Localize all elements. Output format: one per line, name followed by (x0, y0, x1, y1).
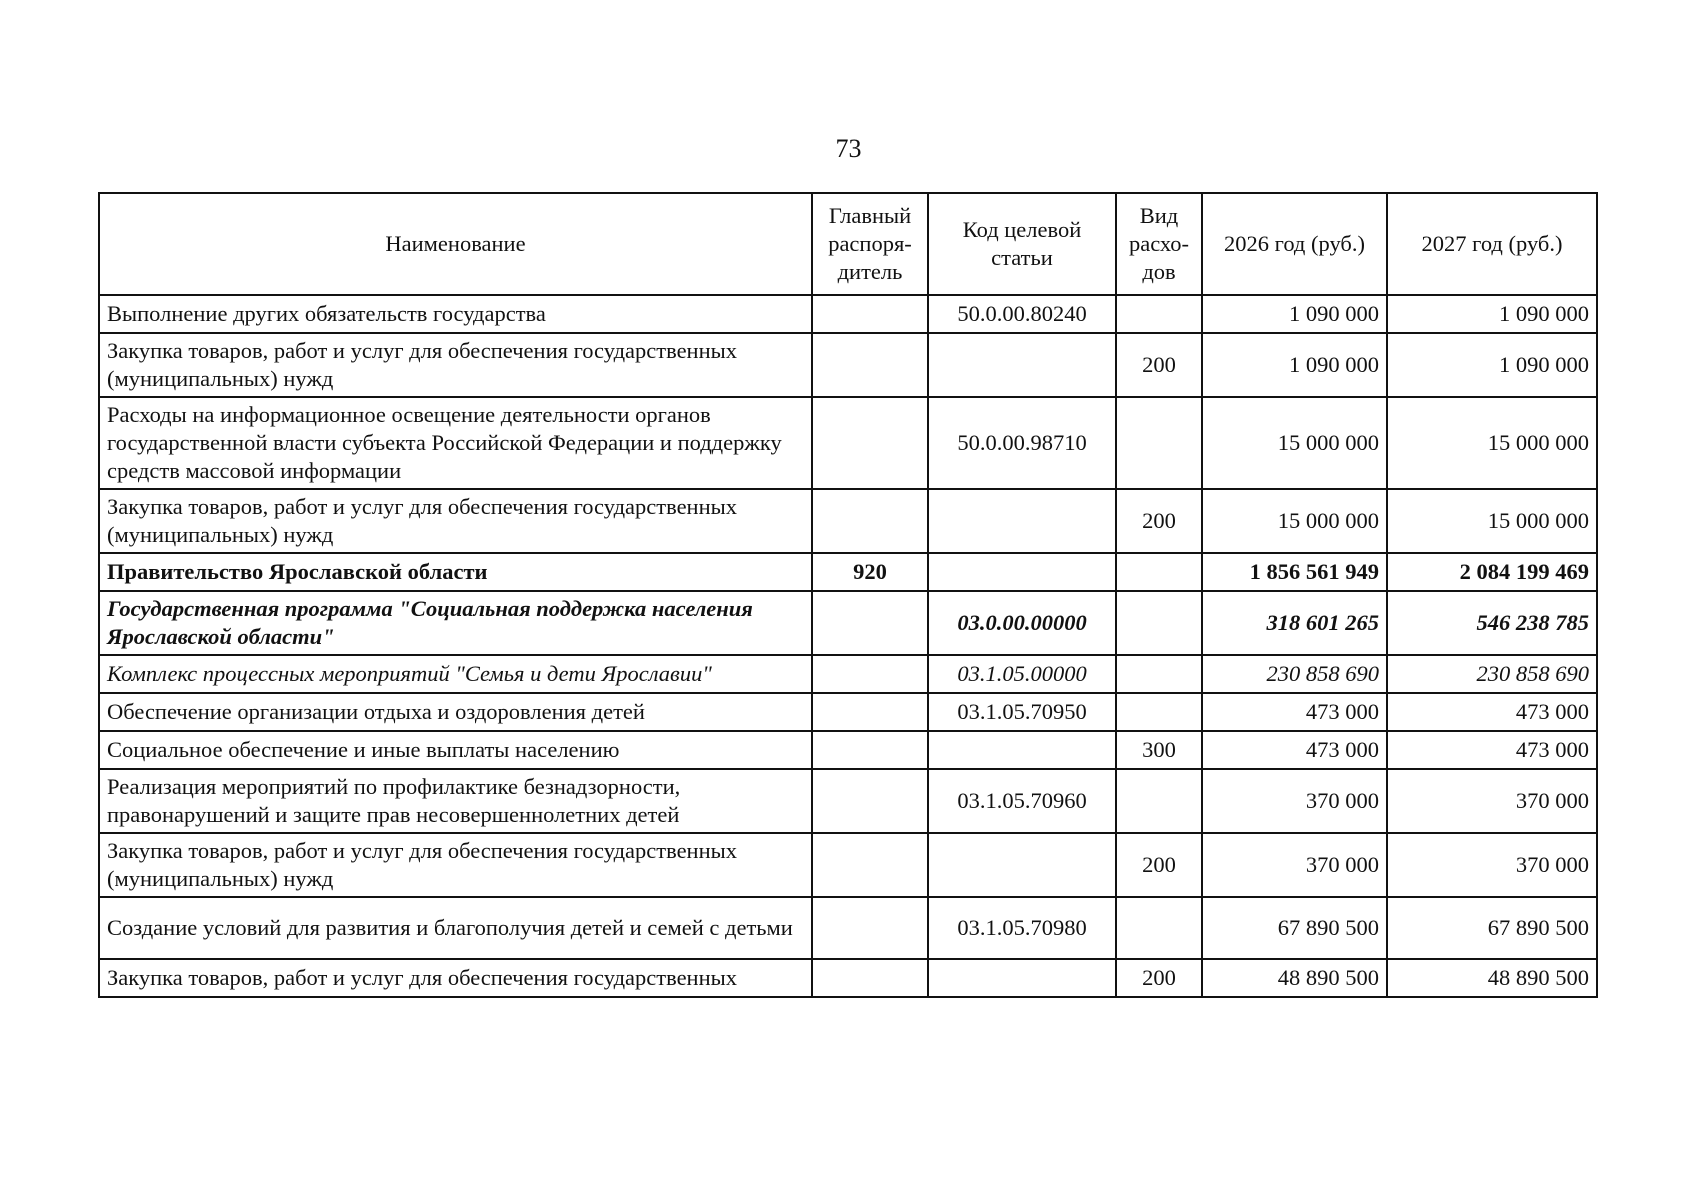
cell-2027: 370 000 (1387, 833, 1597, 897)
cell-name: Закупка товаров, работ и услуг для обеспечения государственных (муниципальных) нужд (99, 489, 812, 553)
cell-name: Закупка товаров, работ и услуг для обеспечения государственных (99, 959, 812, 997)
cell-2026: 1 856 561 949 (1202, 553, 1387, 591)
table-row (99, 897, 1597, 959)
cell-type (1116, 693, 1202, 731)
cell-code: 03.0.00.00000 (928, 591, 1116, 655)
budget-table (98, 192, 1598, 998)
cell-chief (812, 897, 928, 959)
cell-name: Закупка товаров, работ и услуг для обеспечения государственных (муниципальных) нужд (99, 833, 812, 897)
cell-type (1116, 553, 1202, 591)
cell-2027: 1 090 000 (1387, 295, 1597, 333)
cell-chief (812, 959, 928, 997)
cell-name: Правительство Ярославской области (99, 553, 812, 591)
cell-2026: 473 000 (1202, 731, 1387, 769)
cell-code (928, 959, 1116, 997)
cell-2026: 1 090 000 (1202, 295, 1387, 333)
cell-chief: 920 (812, 553, 928, 591)
cell-chief (812, 693, 928, 731)
cell-2027: 48 890 500 (1387, 959, 1597, 997)
cell-name: Выполнение других обязательств государства (99, 295, 812, 333)
cell-type: 200 (1116, 333, 1202, 397)
header-year-2026: 2026 год (руб.) (1202, 193, 1387, 295)
cell-type (1116, 295, 1202, 333)
cell-chief (812, 591, 928, 655)
cell-name: Обеспечение организации отдыха и оздоровления детей (99, 693, 812, 731)
cell-name: Государственная программа "Социальная поддержка населения Ярославской области" (99, 591, 812, 655)
cell-chief (812, 769, 928, 833)
cell-chief (812, 397, 928, 489)
cell-code (928, 489, 1116, 553)
cell-type (1116, 897, 1202, 959)
cell-chief (812, 489, 928, 553)
table-row (99, 333, 1597, 397)
cell-code: 03.1.05.00000 (928, 655, 1116, 693)
table-row (99, 769, 1597, 833)
cell-name: Реализация мероприятий по профилактике безнадзорности, правонарушений и защите прав несовершеннолетних детей (99, 769, 812, 833)
cell-2027: 473 000 (1387, 693, 1597, 731)
cell-type: 300 (1116, 731, 1202, 769)
cell-2027: 67 890 500 (1387, 897, 1597, 959)
cell-code: 03.1.05.70980 (928, 897, 1116, 959)
cell-2026: 370 000 (1202, 833, 1387, 897)
cell-2026: 1 090 000 (1202, 333, 1387, 397)
cell-type: 200 (1116, 833, 1202, 897)
table-row (99, 655, 1597, 693)
cell-2026: 370 000 (1202, 769, 1387, 833)
table-row (99, 591, 1597, 655)
cell-code (928, 333, 1116, 397)
cell-code: 50.0.00.98710 (928, 397, 1116, 489)
cell-name: Закупка товаров, работ и услуг для обеспечения государственных (муниципальных) нужд (99, 333, 812, 397)
cell-2027: 370 000 (1387, 769, 1597, 833)
header-year-2027: 2027 год (руб.) (1387, 193, 1597, 295)
cell-2026: 230 858 690 (1202, 655, 1387, 693)
cell-2027: 2 084 199 469 (1387, 553, 1597, 591)
table-row (99, 959, 1597, 997)
table-row (99, 295, 1597, 333)
cell-2027: 15 000 000 (1387, 489, 1597, 553)
header-target-code: Код целевой статьи (928, 193, 1116, 295)
cell-chief (812, 731, 928, 769)
table-row (99, 553, 1597, 591)
header-chief-manager: Главный распоря-дитель (812, 193, 928, 295)
table-row (99, 489, 1597, 553)
cell-code: 50.0.00.80240 (928, 295, 1116, 333)
cell-chief (812, 333, 928, 397)
cell-2026: 67 890 500 (1202, 897, 1387, 959)
cell-name: Комплекс процессных мероприятий "Семья и дети Ярославии" (99, 655, 812, 693)
cell-type: 200 (1116, 489, 1202, 553)
cell-2027: 1 090 000 (1387, 333, 1597, 397)
header-expense-type: Вид расхо-дов (1116, 193, 1202, 295)
cell-code (928, 731, 1116, 769)
cell-type (1116, 769, 1202, 833)
cell-type: 200 (1116, 959, 1202, 997)
header-name: Наименование (99, 193, 812, 295)
table-header-row (99, 193, 1597, 295)
cell-code: 03.1.05.70960 (928, 769, 1116, 833)
cell-type (1116, 591, 1202, 655)
cell-2027: 230 858 690 (1387, 655, 1597, 693)
cell-2026: 318 601 265 (1202, 591, 1387, 655)
cell-type (1116, 655, 1202, 693)
page-number: 73 (835, 134, 862, 163)
cell-name: Расходы на информационное освещение деятельности органов государственной власти субъекта Российской Федерации и поддержку средств массовой информации (99, 397, 812, 489)
table-row (99, 833, 1597, 897)
cell-chief (812, 833, 928, 897)
cell-code (928, 553, 1116, 591)
cell-chief (812, 655, 928, 693)
cell-2026: 48 890 500 (1202, 959, 1387, 997)
cell-2026: 473 000 (1202, 693, 1387, 731)
cell-2027: 15 000 000 (1387, 397, 1597, 489)
cell-2027: 546 238 785 (1387, 591, 1597, 655)
cell-code: 03.1.05.70950 (928, 693, 1116, 731)
cell-name: Создание условий для развития и благополучия детей и семей с детьми (99, 897, 812, 959)
cell-type (1116, 397, 1202, 489)
table-row (99, 731, 1597, 769)
cell-name: Социальное обеспечение и иные выплаты населению (99, 731, 812, 769)
table-row (99, 397, 1597, 489)
cell-chief (812, 295, 928, 333)
table-row (99, 693, 1597, 731)
cell-2026: 15 000 000 (1202, 489, 1387, 553)
cell-code (928, 833, 1116, 897)
cell-2027: 473 000 (1387, 731, 1597, 769)
cell-2026: 15 000 000 (1202, 397, 1387, 489)
